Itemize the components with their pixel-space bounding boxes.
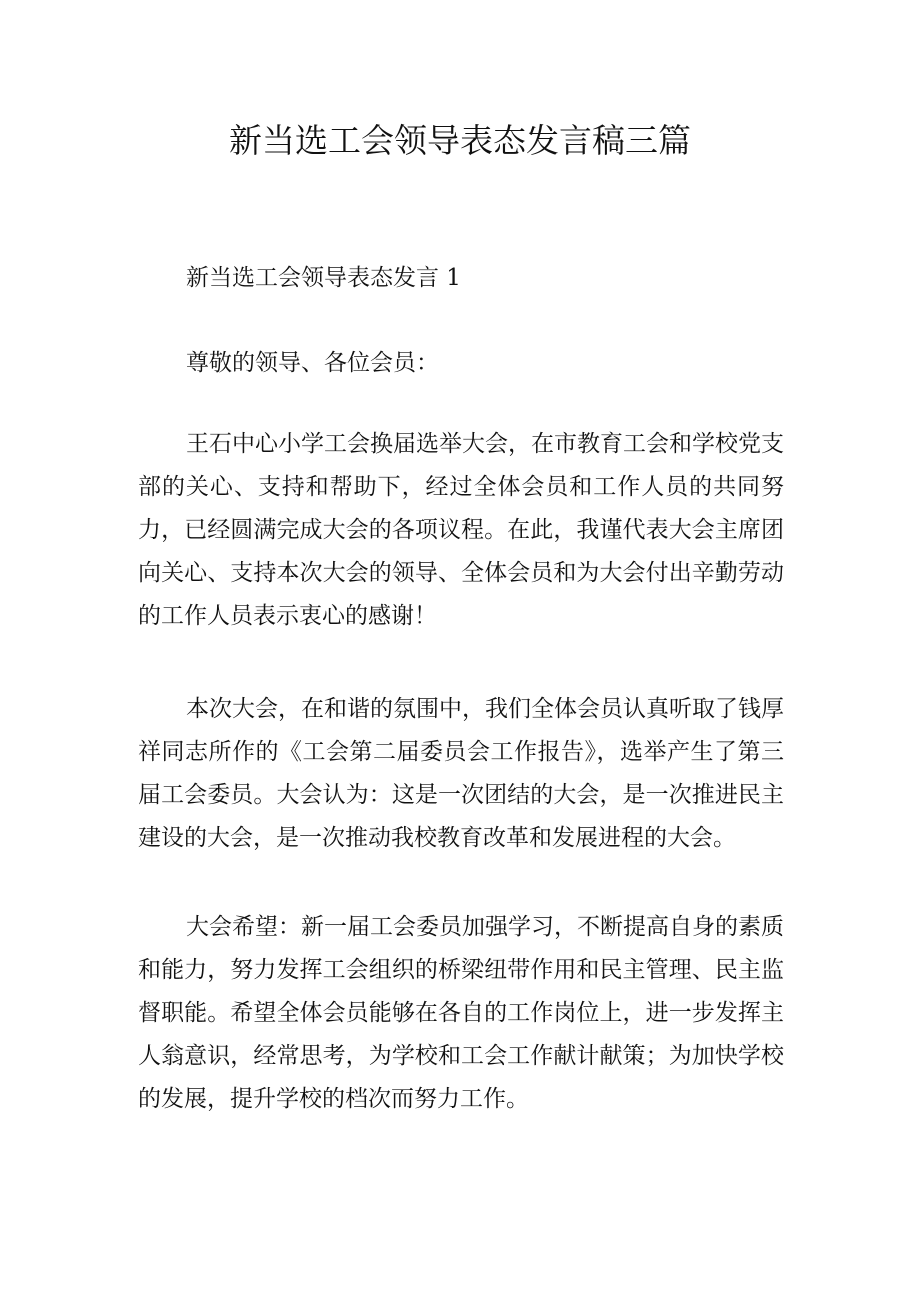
body-paragraph: 大会希望：新一届工会委员加强学习，不断提高自身的素质和能力，努力发挥工会组织的桥梁纽带作用和民主管理、民主监督职能。希望全体会员能够在各自的工作岗位上，进一步发挥主人翁意识，经常思考，为学校和工会工作献计献策；为加快学校的发展，提升学校的档次而努力工作。 xyxy=(138,914,784,1112)
section-heading: 新当选工会领导表态发言 1 xyxy=(186,265,461,291)
salutation: 尊敬的领导、各位会员： xyxy=(186,350,439,376)
body-paragraph: 本次大会，在和谐的氛围中，我们全体会员认真听取了钱厚祥同志所作的《工会第二届委员会工作报告》，选举产生了第三届工会委员。大会认为：这是一次团结的大会，是一次推进民主建设的大会，是一次推动我校教育改革和发展进程的大会。 xyxy=(138,696,784,851)
body-paragraph: 王石中心小学工会换届选举大会，在市教育工会和学校党支部的关心、支持和帮助下，经过全体会员和工作人员的共同努力，已经圆满完成大会的各项议程。在此，我谨代表大会主席团向关心、支持本次大会的领导、全体会员和为大会付出辛勤劳动的工作人员表示衷心的感谢！ xyxy=(138,431,784,629)
document-title: 新当选工会领导表态发言稿三篇 xyxy=(229,121,691,160)
